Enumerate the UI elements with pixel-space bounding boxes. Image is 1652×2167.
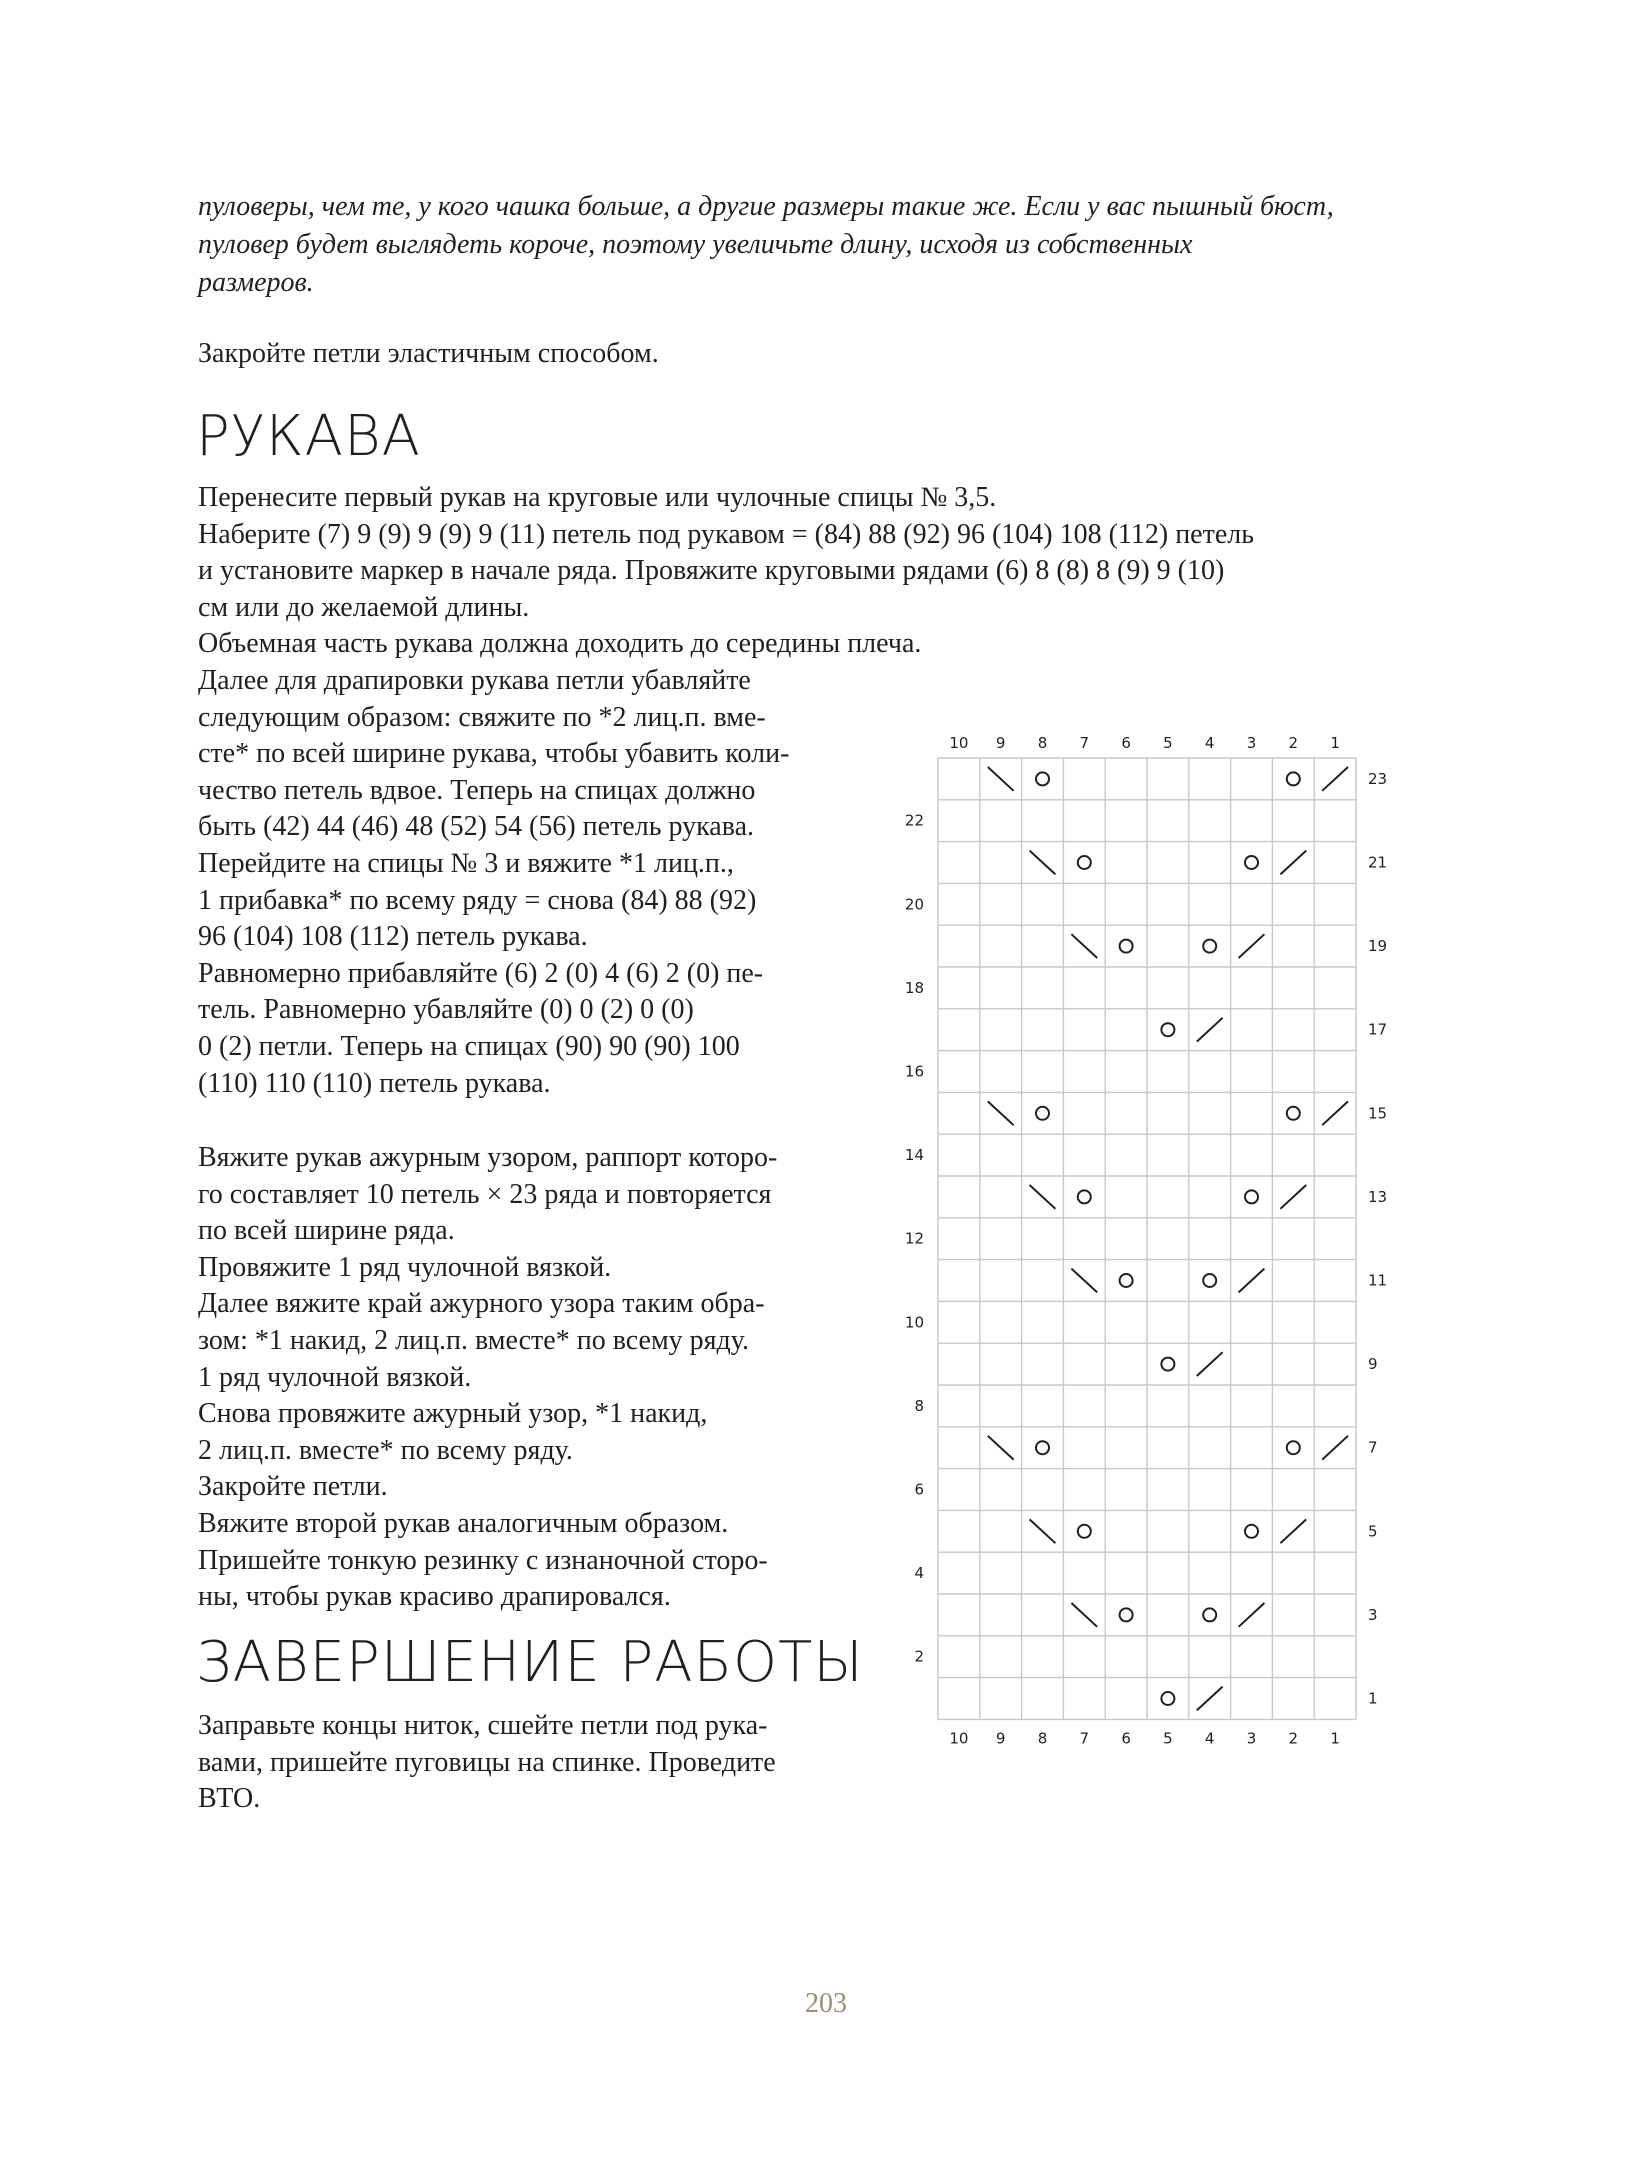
- column-label-bottom: 10: [949, 1729, 969, 1748]
- text-line: Вяжите рукав ажурным узором, раппорт которо-: [198, 1142, 778, 1173]
- text-line: Далее для драпировки рукава петли убавляйте: [198, 664, 751, 696]
- row-label-left: 2: [914, 1647, 924, 1666]
- row-label-right: 17: [1368, 1020, 1388, 1039]
- row-label-right: 5: [1368, 1522, 1378, 1541]
- text-line: тель. Равномерно убавляйте (0) 0 (2) 0 (0): [198, 994, 694, 1026]
- row-label-left: 8: [914, 1396, 924, 1415]
- text-line: сте* по всей ширине рукава, чтобы убавить коли-: [198, 738, 790, 770]
- text-line: 1 ряд чулочной вязкой.: [198, 1361, 472, 1393]
- row-label-right: 1: [1368, 1689, 1378, 1708]
- yarn-over-symbol: [1036, 772, 1049, 785]
- decrease-right-symbol: [1322, 1101, 1348, 1125]
- decrease-right-symbol: [1197, 1352, 1223, 1376]
- column-label-top: 5: [1163, 734, 1173, 752]
- decrease-left-symbol: [1030, 1519, 1056, 1543]
- column-label-top: 7: [1079, 734, 1090, 752]
- row-label-right: 13: [1368, 1187, 1388, 1206]
- text-line: следующим образом: свяжите по *2 лиц.п. вме-: [198, 701, 766, 733]
- bind-off-paragraph: Закройте петли эластичным способом.: [198, 338, 659, 369]
- yarn-over-symbol: [1078, 1525, 1091, 1538]
- column-label-bottom: 7: [1079, 1729, 1090, 1748]
- row-label-right: 21: [1368, 853, 1388, 872]
- column-label-bottom: 9: [995, 1729, 1006, 1748]
- text-line: (110) 110 (110) петель рукава.: [198, 1067, 551, 1099]
- knitting-chart: [880, 725, 1400, 1770]
- yarn-over-symbol: [1245, 856, 1258, 869]
- yarn-over-symbol: [1203, 1274, 1216, 1287]
- column-label-bottom: 1: [1330, 1729, 1340, 1748]
- text-line: Снова провяжите ажурный узор, *1 накид,: [198, 1398, 708, 1430]
- row-label-left: 14: [904, 1146, 924, 1165]
- decrease-left-symbol: [1071, 934, 1097, 958]
- intro-italic-paragraph: [198, 188, 1458, 302]
- yarn-over-symbol: [1203, 940, 1216, 953]
- decrease-right-symbol: [1280, 851, 1306, 875]
- row-label-left: 18: [904, 978, 924, 997]
- yarn-over-symbol: [1120, 1274, 1133, 1287]
- text-line: см или до желаемой длины.: [198, 591, 530, 623]
- decrease-right-symbol: [1197, 1687, 1223, 1711]
- yarn-over-symbol: [1078, 1190, 1091, 1203]
- text-line: Равномерно прибавляйте (6) 2 (0) 4 (6) 2 (0) пе-: [198, 957, 764, 989]
- text-line: 0 (2) петли. Теперь на спицах (90) 90 (90) 100: [198, 1030, 740, 1062]
- yarn-over-symbol: [1036, 1441, 1049, 1454]
- column-label-top: 10: [949, 734, 969, 752]
- text-line: ны, чтобы рукав красиво драпировался.: [198, 1581, 671, 1613]
- text-line: ВТО.: [198, 1783, 261, 1815]
- text-line: чество петель вдвое. Теперь на спицах должно: [198, 774, 756, 806]
- yarn-over-symbol: [1245, 1190, 1258, 1203]
- yarn-over-symbol: [1120, 1608, 1133, 1621]
- column-label-bottom: 8: [1037, 1729, 1048, 1748]
- column-label-top: 6: [1121, 734, 1131, 752]
- row-label-left: 12: [904, 1229, 924, 1248]
- finishing-paragraph: [198, 1708, 858, 1818]
- decrease-right-symbol: [1322, 1436, 1348, 1460]
- decrease-left-symbol: [988, 1101, 1014, 1125]
- decrease-right-symbol: [1322, 767, 1348, 791]
- decrease-right-symbol: [1239, 1603, 1265, 1627]
- intro-line: пуловеры, чем те, у кого чашка больше, а другие размеры такие же. Если у вас пышный бюст,: [198, 191, 1334, 222]
- decrease-left-symbol: [1030, 1185, 1056, 1209]
- yarn-over-symbol: [1120, 940, 1133, 953]
- text-line: Далее вяжите край ажурного узора таким обра-: [198, 1288, 765, 1320]
- text-line: по всей ширине ряда.: [198, 1215, 455, 1247]
- column-label-top: 9: [995, 734, 1006, 752]
- row-label-right: 3: [1368, 1605, 1378, 1624]
- lace-pattern-paragraph: [198, 1140, 858, 1616]
- decrease-left-symbol: [1030, 851, 1056, 875]
- yarn-over-symbol: [1287, 1441, 1300, 1454]
- text-line: Объемная часть рукава должна доходить до середины плеча.: [198, 628, 922, 660]
- yarn-over-symbol: [1161, 1692, 1174, 1705]
- yarn-over-symbol: [1287, 1107, 1300, 1120]
- row-label-left: 10: [904, 1313, 924, 1332]
- column-label-top: 1: [1330, 734, 1340, 752]
- column-label-top: 8: [1037, 734, 1048, 752]
- row-label-left: 22: [904, 811, 924, 830]
- column-label-bottom: 5: [1163, 1729, 1173, 1748]
- text-line: Перейдите на спицы № 3 и вяжите *1 лиц.п.,: [198, 847, 734, 879]
- decrease-left-symbol: [1071, 1269, 1097, 1293]
- text-line: Перенесите первый рукав на круговые или чулочные спицы № 3,5.: [198, 482, 997, 513]
- intro-line: пуловер будет выглядеть короче, поэтому увеличьте длину, исходя из собственных: [198, 229, 1193, 260]
- row-label-left: 16: [904, 1062, 924, 1081]
- text-line: зом: *1 накид, 2 лиц.п. вместе* по всему ряду.: [198, 1324, 749, 1356]
- text-line: 1 прибавка* по всему ряду = снова (84) 88 (92): [198, 884, 757, 916]
- text-line: быть (42) 44 (46) 48 (52) 54 (56) петель рукава.: [198, 811, 754, 843]
- decrease-left-symbol: [1071, 1603, 1097, 1627]
- column-label-bottom: 2: [1288, 1729, 1299, 1748]
- text-line: 96 (104) 108 (112) петель рукава.: [198, 921, 588, 953]
- yarn-over-symbol: [1161, 1358, 1174, 1371]
- yarn-over-symbol: [1245, 1525, 1258, 1538]
- text-line: Провяжите 1 ряд чулочной вязкой.: [198, 1251, 612, 1283]
- decrease-right-symbol: [1197, 1018, 1223, 1042]
- text-line: и установите маркер в начале ряда. Провяжите круговыми рядами (6) 8 (8) 8 (9) 9 (10): [198, 555, 1225, 587]
- intro-line: размеров.: [198, 267, 314, 298]
- row-label-right: 7: [1368, 1438, 1378, 1457]
- text-line: Вяжите второй рукав аналогичным образом.: [198, 1507, 729, 1539]
- text-line: го составляет 10 петель × 23 ряда и повторяется: [198, 1178, 772, 1210]
- text-line: вами, пришейте пуговицы на спинке. Проведите: [198, 1746, 776, 1778]
- decrease-right-symbol: [1239, 934, 1265, 958]
- decrease-right-symbol: [1280, 1185, 1306, 1209]
- row-label-right: 9: [1368, 1355, 1378, 1374]
- text-line: 2 лиц.п. вместе* по всему ряду.: [198, 1434, 573, 1466]
- row-label-right: 19: [1368, 937, 1388, 956]
- text-line: Пришейте тонкую резинку с изнаночной сторо-: [198, 1544, 768, 1576]
- yarn-over-symbol: [1036, 1107, 1049, 1120]
- column-label-bottom: 6: [1121, 1729, 1131, 1748]
- column-label-top: 4: [1204, 734, 1215, 752]
- column-label-top: 2: [1288, 734, 1299, 752]
- page-number: 203: [805, 1988, 847, 2019]
- text-line: Наберите (7) 9 (9) 9 (9) 9 (11) петель под рукавом = (84) 88 (92) 96 (104) 108 (112) петель: [198, 518, 1255, 550]
- text-line: Закройте петли.: [198, 1471, 388, 1503]
- finishing-heading: ЗАВЕРШЕНИЕ РАБОТЫ: [196, 1630, 864, 1695]
- yarn-over-symbol: [1203, 1608, 1216, 1621]
- row-label-left: 4: [914, 1564, 924, 1583]
- column-label-bottom: 4: [1204, 1729, 1215, 1748]
- decrease-left-symbol: [988, 1436, 1014, 1460]
- sleeves-heading: РУКАВА: [196, 404, 421, 469]
- column-label-bottom: 3: [1246, 1729, 1257, 1748]
- text-line: Заправьте концы ниток, сшейте петли под рука-: [198, 1710, 768, 1741]
- decrease-right-symbol: [1280, 1519, 1306, 1543]
- column-label-top: 3: [1246, 734, 1257, 752]
- row-label-left: 6: [914, 1480, 924, 1499]
- row-label-left: 20: [904, 895, 924, 914]
- row-label-right: 15: [1368, 1104, 1388, 1123]
- decrease-left-symbol: [988, 767, 1014, 791]
- decrease-right-symbol: [1239, 1269, 1265, 1293]
- yarn-over-symbol: [1287, 772, 1300, 785]
- row-label-right: 11: [1368, 1271, 1388, 1290]
- yarn-over-symbol: [1161, 1023, 1174, 1036]
- yarn-over-symbol: [1078, 856, 1091, 869]
- row-label-right: 23: [1368, 769, 1388, 788]
